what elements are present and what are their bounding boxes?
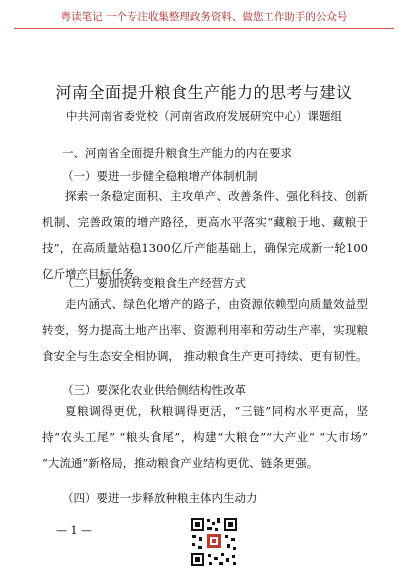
document-title: 河南全面提升粮食生产能力的思考与建议 xyxy=(55,83,353,102)
subsection-heading-1: （一）要进一步健全稳粮增产体制机制 xyxy=(62,169,258,183)
page-header: 粤读笔记 一个专注收集整理政务资料、做您工作助手的公众号 xyxy=(14,6,394,29)
qr-code-icon xyxy=(189,516,239,568)
subsection-paragraph-2: 走内涵式、绿色化增产的路子，由资源依赖型向质量效益型转变，努力提高土地产出率、资源利用率和劳动生产率，实现粮食安全与生态安全相协调， 推动粮食生产更可持续、更有韧性。 xyxy=(42,297,368,363)
subsection-heading-4: （四）要进一步释放种粮主体内生动力 xyxy=(62,491,258,505)
page-number: — 1 — xyxy=(56,524,92,537)
document-author: 中共河南省委党校（河南省政府发展研究中心）课题组 xyxy=(66,109,342,123)
section-heading: 一、河南省全面提升粮食生产能力的内在要求 xyxy=(62,146,292,160)
subsection-paragraph-3: 夏粮调得更优，秋粮调得更活，“三链”同构水平更高，坚持“农头工尾” “粮头食尾”，构建“大粮仓”“大产业” “大市场” “大流通”新格局，推动粮食产业结构更优、链条更强。 xyxy=(42,404,368,470)
subsection-heading-3: （三）要深化农业供给侧结构性改革 xyxy=(62,383,246,397)
subsection-heading-2: （二）要加快转变粮食生产经营方式 xyxy=(62,276,246,290)
subsection-paragraph-1: 探索一条稳定面积、主攻单产、改善条件、强化科技、创新机制、完善政策的增产路径，更高水平落实“藏粮于地、藏粮于技”，在高质量站稳1300亿斤产能基础上，确保完成新一轮100亿斤增产目标任务。 xyxy=(42,189,368,281)
